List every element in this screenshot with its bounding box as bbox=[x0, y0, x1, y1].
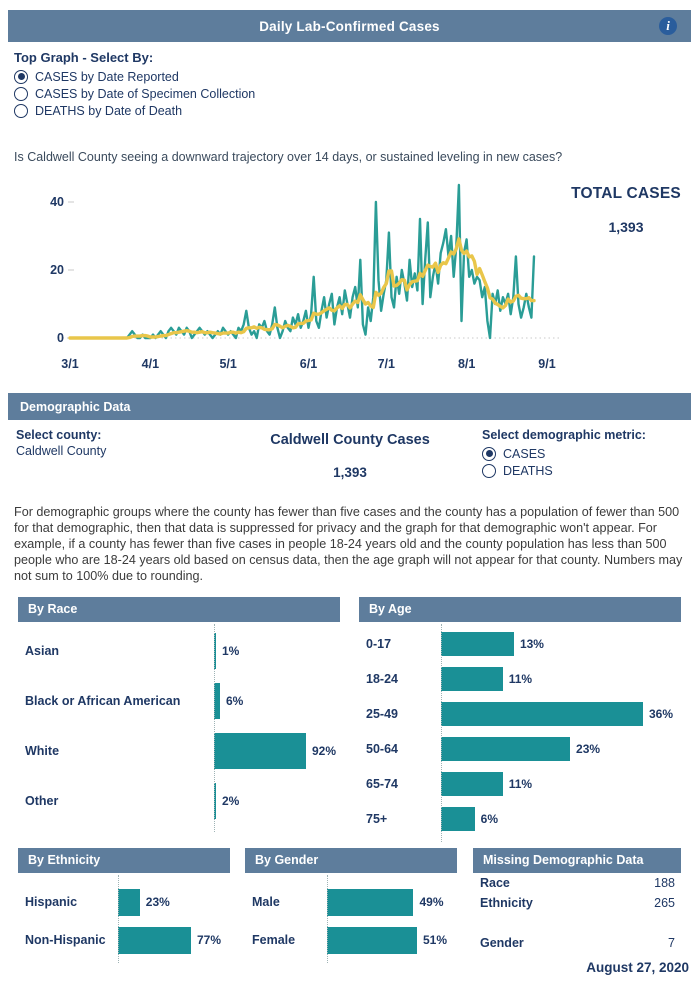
category-label: Female bbox=[252, 933, 296, 947]
bar-row bbox=[359, 661, 681, 696]
report-date: August 27, 2020 bbox=[586, 960, 689, 975]
category-label: 75+ bbox=[366, 811, 388, 826]
bar bbox=[441, 632, 514, 656]
bar bbox=[327, 927, 417, 954]
bar-value-label: 23% bbox=[145, 895, 170, 909]
missing-data-label: Ethnicity bbox=[480, 896, 533, 910]
bar-row bbox=[359, 696, 681, 731]
bar-value-label: 51% bbox=[423, 933, 448, 947]
bar-value-label: 92% bbox=[312, 744, 337, 758]
category-label: White bbox=[25, 744, 60, 758]
by-race-panel bbox=[18, 597, 340, 834]
missing-data-row bbox=[473, 933, 681, 953]
demographic-section-header bbox=[8, 393, 691, 420]
demographic-section-title: Demographic Data bbox=[20, 399, 131, 414]
metric-radio-icon[interactable] bbox=[482, 447, 496, 461]
baseline-guide bbox=[214, 624, 215, 832]
daily-cases-line bbox=[70, 185, 534, 338]
bar-value-label: 1% bbox=[222, 644, 240, 658]
missing-data-panel bbox=[473, 848, 681, 953]
bar-value-label: 23% bbox=[576, 741, 601, 756]
x-axis-label: 4/1 bbox=[141, 357, 160, 371]
top-graph-selector bbox=[14, 50, 255, 119]
top-graph-option-label: DEATHS by Date of Death bbox=[35, 103, 183, 118]
category-label: Hispanic bbox=[25, 895, 78, 909]
y-axis-label: 0 bbox=[57, 331, 64, 345]
category-label: 50-64 bbox=[366, 741, 398, 756]
info-icon[interactable]: i bbox=[659, 17, 677, 35]
top-graph-radio-icon[interactable] bbox=[14, 70, 28, 84]
bar-row bbox=[359, 626, 681, 661]
top-graph-option-label: CASES by Date of Specimen Collection bbox=[35, 86, 256, 101]
missing-data-value: 7 bbox=[668, 936, 675, 950]
by-age-panel bbox=[359, 597, 681, 844]
by-gender-header: By Gender bbox=[245, 848, 457, 873]
page-title: Daily Lab-Confirmed Cases bbox=[259, 18, 440, 34]
missing-data-header: Missing Demographic Data bbox=[473, 848, 681, 873]
metric-radio-icon[interactable] bbox=[482, 464, 496, 478]
bar-row bbox=[18, 726, 340, 776]
bar bbox=[118, 889, 140, 916]
baseline-guide bbox=[441, 624, 442, 842]
y-axis-label: 20 bbox=[50, 263, 64, 277]
metric-option-1[interactable] bbox=[482, 462, 646, 479]
top-graph-option-1[interactable] bbox=[14, 85, 255, 102]
total-cases-value: 1,393 bbox=[608, 219, 644, 235]
missing-data-rows bbox=[473, 873, 681, 953]
category-label: Black or African American bbox=[25, 694, 181, 708]
by-ethnicity-header: By Ethnicity bbox=[18, 848, 230, 873]
bar bbox=[441, 772, 503, 796]
category-label: 25-49 bbox=[366, 706, 398, 721]
category-label: 0-17 bbox=[366, 636, 392, 651]
x-axis-label: 6/1 bbox=[299, 357, 318, 371]
missing-data-label: Gender bbox=[480, 936, 524, 950]
bar-row bbox=[18, 626, 340, 676]
top-graph-option-label: CASES by Date Reported bbox=[35, 69, 179, 84]
top-graph-option-0[interactable] bbox=[14, 68, 255, 85]
missing-data-value: 188 bbox=[654, 876, 675, 890]
baseline-guide bbox=[327, 875, 328, 963]
x-axis-label: 7/1 bbox=[377, 357, 395, 371]
county-select[interactable]: Caldwell County bbox=[16, 444, 107, 458]
metric-selector bbox=[482, 428, 646, 479]
daily-cases-line-chart bbox=[20, 180, 568, 380]
top-graph-radio-group bbox=[14, 68, 255, 119]
bar-row bbox=[245, 883, 457, 921]
bar-row bbox=[18, 921, 230, 959]
bar-value-label: 13% bbox=[519, 636, 544, 651]
by-ethnicity-chart bbox=[18, 873, 230, 965]
bar-row bbox=[18, 883, 230, 921]
x-axis-label: 5/1 bbox=[219, 357, 237, 371]
county-cases-summary bbox=[200, 432, 500, 480]
page-header-bar bbox=[8, 10, 691, 42]
total-cases-label: TOTAL CASES bbox=[571, 185, 681, 202]
bar-value-label: 6% bbox=[480, 811, 498, 826]
category-label: Male bbox=[252, 895, 280, 909]
by-race-chart bbox=[18, 622, 340, 834]
bar bbox=[214, 733, 306, 769]
category-label: Non-Hispanic bbox=[25, 933, 106, 947]
category-label: Other bbox=[25, 794, 59, 808]
by-age-chart bbox=[359, 622, 681, 844]
top-graph-option-2[interactable] bbox=[14, 102, 255, 119]
x-axis-label: 3/1 bbox=[61, 357, 79, 371]
seven-day-average-line bbox=[70, 239, 534, 338]
bar bbox=[327, 889, 413, 916]
bar-value-label: 2% bbox=[222, 794, 240, 808]
bar-row bbox=[18, 776, 340, 826]
category-label: 65-74 bbox=[366, 776, 398, 791]
metric-radio-group bbox=[482, 445, 646, 479]
category-label: Asian bbox=[25, 644, 60, 658]
category-label: 18-24 bbox=[366, 671, 398, 686]
bar bbox=[441, 737, 570, 761]
metric-option-label: DEATHS bbox=[503, 463, 553, 478]
bar-value-label: 6% bbox=[226, 694, 244, 708]
bar-value-label: 77% bbox=[197, 933, 222, 947]
bar bbox=[441, 702, 643, 726]
by-gender-panel bbox=[245, 848, 457, 965]
missing-data-row bbox=[473, 893, 681, 913]
bar-row bbox=[359, 766, 681, 801]
county-cases-title: Caldwell County Cases bbox=[270, 432, 430, 448]
bar bbox=[441, 667, 503, 691]
by-race-header: By Race bbox=[18, 597, 340, 622]
bar-value-label: 36% bbox=[649, 706, 674, 721]
metric-selector-label: Select demographic metric: bbox=[482, 428, 646, 442]
baseline-guide bbox=[118, 875, 119, 963]
county-selector-label: Select county: bbox=[16, 428, 102, 442]
missing-data-row bbox=[473, 873, 681, 893]
missing-data-value: 265 bbox=[654, 896, 675, 910]
y-axis-label: 40 bbox=[50, 195, 64, 209]
bar-row bbox=[245, 921, 457, 959]
county-selector bbox=[16, 428, 106, 458]
top-graph-radio-icon[interactable] bbox=[14, 87, 28, 101]
by-gender-chart bbox=[245, 873, 457, 965]
county-cases-value: 1,393 bbox=[333, 465, 367, 480]
metric-option-0[interactable] bbox=[482, 445, 646, 462]
bar bbox=[441, 807, 475, 831]
bar-row bbox=[18, 676, 340, 726]
bar-row bbox=[359, 801, 681, 836]
total-cases-box bbox=[556, 185, 696, 235]
bar-value-label: 49% bbox=[419, 895, 444, 909]
privacy-note: For demographic groups where the county has fewer than five cases and the county has a population of fewer than 500 for that demographic, then that data is suppressed for privacy and the graph for that demographic won't appear. For example, if a county has fewer than five cases in people 18-24 years old and the county population has less than 500 people who are 18-24 years old based on census data, then the age graph will not appear for that county. Numbers may not sum to 100% due to rounding. bbox=[14, 505, 683, 584]
bar-row bbox=[359, 731, 681, 766]
trajectory-question: Is Caldwell County seeing a downward trajectory over 14 days, or sustained leveling in new cases? bbox=[14, 150, 563, 164]
missing-data-label: Race bbox=[480, 876, 510, 890]
top-graph-selector-label: Top Graph - Select By: bbox=[14, 50, 154, 65]
x-axis-label: 9/1 bbox=[538, 357, 556, 371]
by-age-header: By Age bbox=[359, 597, 681, 622]
x-axis-label: 8/1 bbox=[457, 357, 476, 371]
metric-option-label: CASES bbox=[503, 446, 546, 461]
bar bbox=[118, 927, 191, 954]
by-ethnicity-panel bbox=[18, 848, 230, 965]
top-graph-radio-icon[interactable] bbox=[14, 104, 28, 118]
bar-value-label: 11% bbox=[508, 776, 533, 791]
bar-value-label: 11% bbox=[508, 671, 533, 686]
